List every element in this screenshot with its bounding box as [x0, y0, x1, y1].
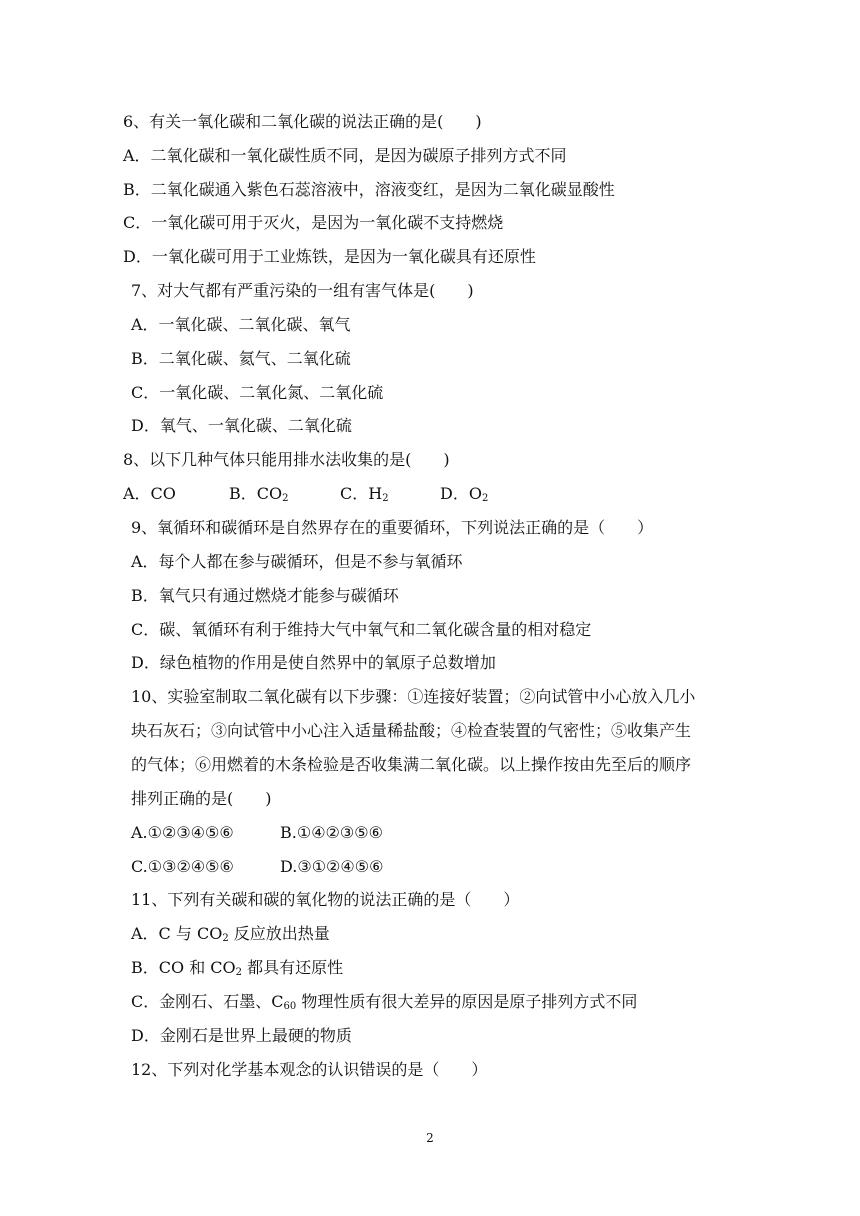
q11-option-c: C．金刚石、石墨、$C_{60}$ 物理性质有很大差异的原因是原子排列方式不同: [131, 992, 638, 1012]
q6-stem: 6、有关一氧化碳和二氧化碳的说法正确的是( ): [123, 112, 482, 131]
q11-option-a: A．C 与 $CO_2$ 反应放出热量: [131, 924, 330, 944]
page-number: 2: [426, 1131, 434, 1145]
q10-option-c: C.①③②④⑤⑥: [131, 857, 234, 876]
q8-option-b: B．$CO_2$: [229, 484, 289, 504]
q7-option-d: D．氧气、一氧化碳、二氧化硫: [131, 416, 352, 435]
q9-stem: 9、氧循环和碳循环是自然界存在的重要循环，下列说法正确的是（ ）: [131, 518, 654, 537]
q6-option-a: A．二氧化碳和一氧化碳性质不同，是因为碳原子排列方式不同: [123, 146, 567, 165]
q7-stem: 7、对大气都有严重污染的一组有害气体是( ): [131, 281, 474, 300]
q12-stem: 12、下列对化学基本观念的认识错误的是（ ）: [131, 1060, 488, 1079]
q8-option-d: D．$O_2$: [440, 484, 489, 504]
q6-option-c: C．一氧化碳可用于灭火，是因为一氧化碳不支持燃烧: [123, 213, 504, 232]
q11-option-b: B．CO 和 $CO_2$ 都具有还原性: [131, 958, 344, 978]
q10-stem-line-4: 排列正确的是( ): [131, 789, 272, 808]
q11-stem: 11、下列有关碳和碳的氧化物的说法正确的是（ ）: [131, 890, 520, 909]
q10-option-b: B.①④②③⑤⑥: [280, 823, 383, 842]
q8-stem: 8、以下几种气体只能用排水法收集的是( ): [123, 450, 450, 469]
q6-option-b: B．二氧化碳通入紫色石蕊溶液中，溶液变红，是因为二氧化碳显酸性: [123, 180, 615, 199]
q8-option-a: A．CO: [123, 484, 176, 503]
q7-option-b: B．二氧化碳、氦气、二氧化硫: [131, 349, 351, 368]
q7-option-a: A．一氧化碳、二氧化碳、氧气: [131, 315, 351, 334]
q8-option-c: C．$H_2$: [340, 484, 389, 504]
q9-option-b: B．氧气只有通过燃烧才能参与碳循环: [131, 586, 399, 605]
q6-option-d: D．一氧化碳可用于工业炼铁，是因为一氧化碳具有还原性: [123, 247, 536, 266]
q7-option-c: C．一氧化碳、二氧化氮、二氧化硫: [131, 383, 384, 402]
q10-stem-line-3: 的气体；⑥用燃着的木条检验是否收集满二氧化碳。以上操作按由先至后的顺序: [131, 755, 692, 774]
q10-stem-line-1: 10、实验室制取二氧化碳有以下步骤：①连接好装置；②向试管中小心放入几小: [131, 687, 696, 706]
q10-option-a: A.①②③④⑤⑥: [131, 823, 234, 842]
q11-option-d: D．金刚石是世界上最硬的物质: [131, 1026, 352, 1045]
q9-option-d: D．绿色植物的作用是使自然界中的氧原子总数增加: [131, 653, 496, 672]
q9-option-a: A．每个人都在参与碳循环，但是不参与氧循环: [131, 552, 463, 571]
q10-stem-line-2: 块石灰石；③向试管中小心注入适量稀盐酸；④检查装置的气密性；⑤收集产生: [131, 721, 692, 740]
q10-option-d: D.③①②④⑤⑥: [280, 857, 384, 876]
q9-option-c: C．碳、氧循环有利于维持大气中氧气和二氧化碳含量的相对稳定: [131, 620, 592, 639]
